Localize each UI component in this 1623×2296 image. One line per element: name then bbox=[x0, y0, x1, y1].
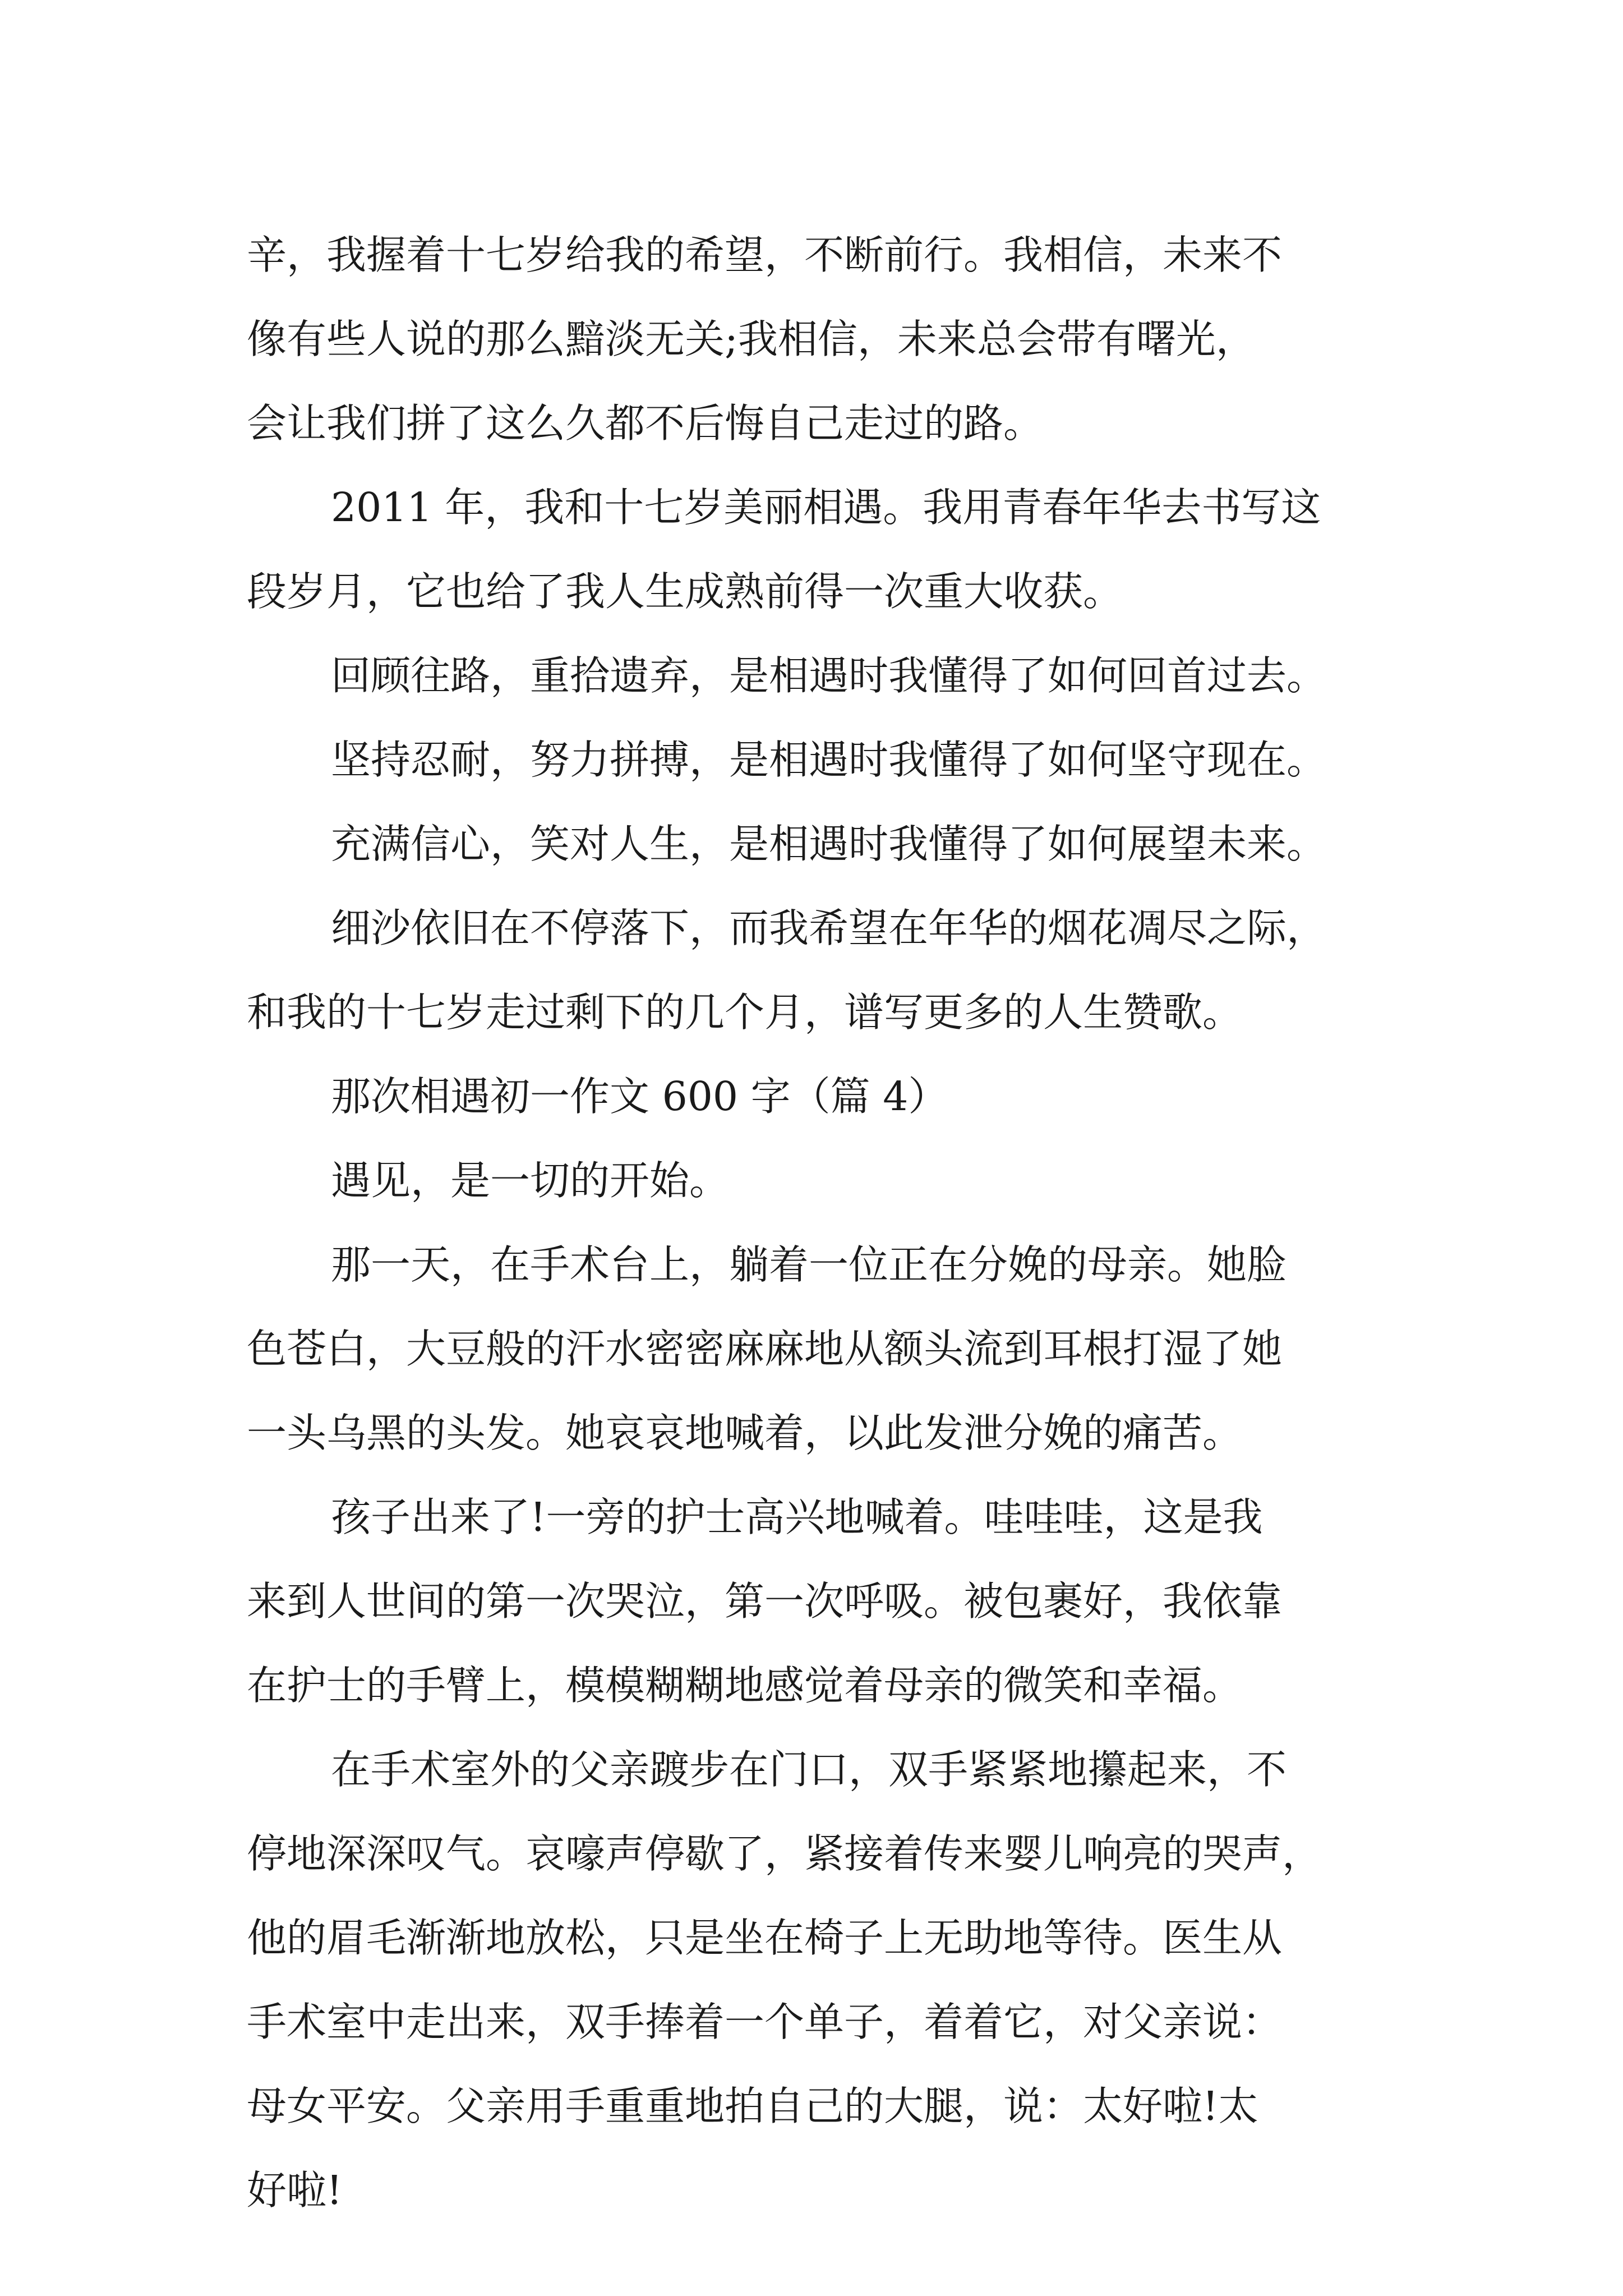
section-heading: 那次相遇初一作文 600 字（篇 4） bbox=[331, 1073, 948, 1120]
text-line: 色苍白，大豆般的汗水密密麻麻地从额头流到耳根打湿了她 bbox=[247, 1326, 1283, 1372]
text-line: 好啦! bbox=[247, 2167, 343, 2214]
body-text bbox=[247, 213, 1402, 2233]
paragraph-start: 充满信心，笑对人生，是相遇时我懂得了如何展望未来。 bbox=[331, 821, 1327, 867]
paragraph-start: 遇见，是一切的开始。 bbox=[331, 1157, 730, 1204]
text-line: 他的眉毛渐渐地放松，只是坐在椅子上无助地等待。医生从 bbox=[247, 1915, 1283, 1961]
paragraph-start: 那一天，在手术台上，躺着一位正在分娩的母亲。她脸 bbox=[331, 1241, 1287, 1288]
text-line: 在护士的手臂上，模模糊糊地感觉着母亲的微笑和幸福。 bbox=[247, 1662, 1243, 1709]
text-line: 手术室中走出来，双手捧着一个单子，着着它，对父亲说： bbox=[247, 1999, 1283, 2045]
text-line: 来到人世间的第一次哭泣，第一次呼吸。被包裹好，我依靠 bbox=[247, 1578, 1283, 1625]
text-line: 辛，我握着十七岁给我的希望，不断前行。我相信，未来不 bbox=[247, 232, 1283, 278]
text-line: 像有些人说的那么黯淡无关;我相信，未来总会带有曙光， bbox=[247, 316, 1256, 362]
paragraph-start: 孩子出来了!一旁的护士高兴地喊着。哇哇哇，这是我 bbox=[331, 1494, 1263, 1540]
text-line: 和我的十七岁走过剩下的几个月，谱写更多的人生赞歌。 bbox=[247, 989, 1243, 1036]
text-line: 段岁月，它也给了我人生成熟前得一次重大收获。 bbox=[247, 568, 1123, 615]
paragraph-start: 细沙依旧在不停落下，而我希望在年华的烟花凋尽之际， bbox=[331, 905, 1327, 951]
paragraph-start: 回顾往路，重拾遗弃，是相遇时我懂得了如何回首过去。 bbox=[331, 652, 1327, 699]
paragraph-start: 坚持忍耐，努力拼搏，是相遇时我懂得了如何坚守现在。 bbox=[331, 737, 1327, 783]
text-line: 一头乌黑的头发。她哀哀地喊着，以此发泄分娩的痛苦。 bbox=[247, 1410, 1243, 1456]
paragraph-start: 在手术室外的父亲踱步在门口，双手紧紧地攥起来，不 bbox=[331, 1746, 1287, 1793]
text-line: 会让我们拼了这么久都不后悔自己走过的路。 bbox=[247, 400, 1044, 447]
paragraph-start: 2011 年，我和十七岁美丽相遇。我用青春年华去书写这 bbox=[331, 484, 1321, 531]
text-line: 母女平安。父亲用手重重地拍自己的大腿，说：太好啦!太 bbox=[247, 2083, 1258, 2129]
text-line: 停地深深叹气。哀嚎声停歇了，紧接着传来婴儿响亮的哭声， bbox=[247, 1830, 1322, 1877]
